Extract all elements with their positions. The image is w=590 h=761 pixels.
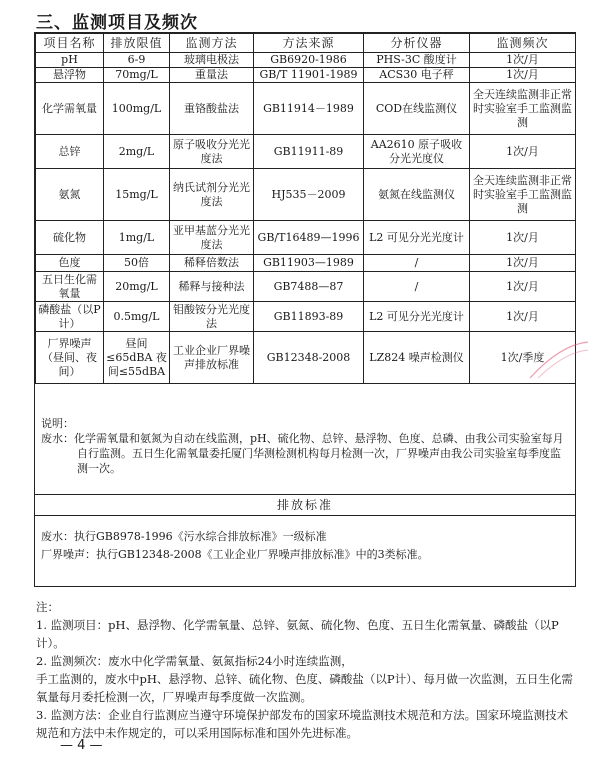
table-cell: 纳氏试剂分光光度法 [170, 169, 254, 221]
header-cell: 排放限值 [104, 34, 170, 53]
table-row [36, 135, 576, 169]
table-cell: L2 可见分光光度计 [364, 221, 470, 255]
table-cell: / [364, 255, 470, 272]
table-cell: LZ824 噪声检测仪 [364, 332, 470, 384]
header-cell: 监测频次 [470, 34, 576, 53]
standards-heading: 排放标准 [35, 494, 575, 516]
table-cell: COD在线监测仪 [364, 83, 470, 135]
table-cell: 1mg/L [104, 221, 170, 255]
table-cell: 原子吸收分光光度法 [170, 135, 254, 169]
table-cell: 1次/月 [470, 255, 576, 272]
table-cell: GB/T16489—1996 [254, 221, 364, 255]
header-cell: 监测方法 [170, 34, 254, 53]
footnote-line: 3. 监测方法：企业自行监测应当遵守环境保护部发布的国家环境监测技术规范和方法。国家环境监测技术规范和方法中未作规定的，可以采用国际标准和国外先进标准。 [36, 708, 569, 740]
page-number: — 4 — [60, 738, 103, 753]
table-cell: 磷酸盐（以P计） [36, 302, 104, 332]
table-cell: 1次/月 [470, 302, 576, 332]
table-cell: 1次/月 [470, 221, 576, 255]
table-cell: 1次/季度 [470, 332, 576, 384]
table-cell: GB/T 11901-1989 [254, 68, 364, 83]
table-row [36, 255, 576, 272]
table-cell: pH [36, 53, 104, 68]
standard-line: 厂界噪声：执行GB12348-2008《工业企业厂界噪声排放标准》中的3类标准。 [41, 548, 429, 561]
table-cell: 氨氮 [36, 169, 104, 221]
section-title: 三、监测项目及频次 [36, 13, 198, 33]
table-cell: 100mg/L [104, 83, 170, 135]
table-cell: 6-9 [104, 53, 170, 68]
table-cell: 稀释与接种法 [170, 272, 254, 302]
header-cell: 分析仪器 [364, 34, 470, 53]
notes-label: 说明： [41, 417, 74, 430]
table-cell: 亚甲基蓝分光光度法 [170, 221, 254, 255]
table-cell: 钼酸铵分光光度法 [170, 302, 254, 332]
header-cell: 项目名称 [36, 34, 104, 53]
table-row [36, 53, 576, 68]
table-cell: 总锌 [36, 135, 104, 169]
table-cell: 工业企业厂界噪声排放标准 [170, 332, 254, 384]
table-cell: GB6920-1986 [254, 53, 364, 68]
table-cell: 1次/月 [470, 272, 576, 302]
table-cell: GB11893-89 [254, 302, 364, 332]
table-cell: PHS-3C 酸度计 [364, 53, 470, 68]
table-row [36, 83, 576, 135]
notes-text: 废水：化学需氧量和氨氮为自动在线监测，pH、硫化物、总锌、悬浮物、色度、总磷、由我公司实验室每月自行监测。五日生化需氧量委托厦门华测检测机构每月检测一次，厂界噪声由我公司实验室每季度监测一次。 [41, 432, 564, 475]
table-cell: GB11914－1989 [254, 83, 364, 135]
footnote-line: 2. 监测频次：废水中化学需氧量、氨氮指标24小时连续监测， [36, 654, 353, 668]
table-row [36, 221, 576, 255]
table-cell: 70mg/L [104, 68, 170, 83]
monitoring-frame [34, 32, 576, 587]
table-cell: 氨氮在线监测仪 [364, 169, 470, 221]
table-row [36, 302, 576, 332]
table-cell: 昼间≤65dBA 夜间≤55dBA [104, 332, 170, 384]
table-cell: 全天连续监测非正常时实验室手工监测监测 [470, 83, 576, 135]
table-cell: 稀释倍数法 [170, 255, 254, 272]
table-cell: 1次/月 [470, 68, 576, 83]
table-cell: 硫化物 [36, 221, 104, 255]
footnotes [36, 598, 576, 742]
table-cell: GB7488—87 [254, 272, 364, 302]
table-header-row [36, 34, 576, 53]
table-row [36, 272, 576, 302]
footnote-line: 注： [36, 600, 59, 614]
table-cell: GB12348-2008 [254, 332, 364, 384]
table-cell: 15mg/L [104, 169, 170, 221]
table-cell: 20mg/L [104, 272, 170, 302]
table-cell: 五日生化需氧量 [36, 272, 104, 302]
table-cell: 厂界噪声（昼间、夜间） [36, 332, 104, 384]
table-cell: 50倍 [104, 255, 170, 272]
table-cell: 0.5mg/L [104, 302, 170, 332]
table-cell: 重铬酸盐法 [170, 83, 254, 135]
table-row [36, 68, 576, 83]
standards-lines [41, 528, 571, 564]
table-cell: AA2610 原子吸收分光光度仪 [364, 135, 470, 169]
footnote-line: 手工监测的，废水中pH、悬浮物、总锌、硫化物、色度、磷酸盐（以P计）、每月做一次监测，五日生化需氧量每月委托检测一次，厂界噪声每季度做一次监测。 [36, 672, 573, 704]
table-cell: ACS30 电子秤 [364, 68, 470, 83]
table-cell: 色度 [36, 255, 104, 272]
table-cell: 悬浮物 [36, 68, 104, 83]
header-cell: 方法来源 [254, 34, 364, 53]
table-cell: 玻璃电极法 [170, 53, 254, 68]
table-row [36, 332, 576, 384]
table-cell: 全天连续监测非正常时实验室手工监测监测 [470, 169, 576, 221]
table-cell: HJ535－2009 [254, 169, 364, 221]
table-row [36, 169, 576, 221]
table-cell: 化学需氧量 [36, 83, 104, 135]
footnote-line: 1. 监测项目：pH、悬浮物、化学需氧量、总锌、氨氮、硫化物、色度、五日生化需氧量、磷酸盐（以P计）。 [36, 618, 559, 650]
table-cell: 1次/月 [470, 135, 576, 169]
standard-line: 废水：执行GB8978-1996《污水综合排放标准》一级标准 [41, 530, 327, 543]
table-cell: / [364, 272, 470, 302]
table-cell: GB11903—1989 [254, 255, 364, 272]
table-cell: GB11911-89 [254, 135, 364, 169]
monitoring-table [35, 33, 576, 384]
table-cell: 2mg/L [104, 135, 170, 169]
table-cell: L2 可见分光光度计 [364, 302, 470, 332]
table-cell: 1次/月 [470, 53, 576, 68]
table-cell: 重量法 [170, 68, 254, 83]
